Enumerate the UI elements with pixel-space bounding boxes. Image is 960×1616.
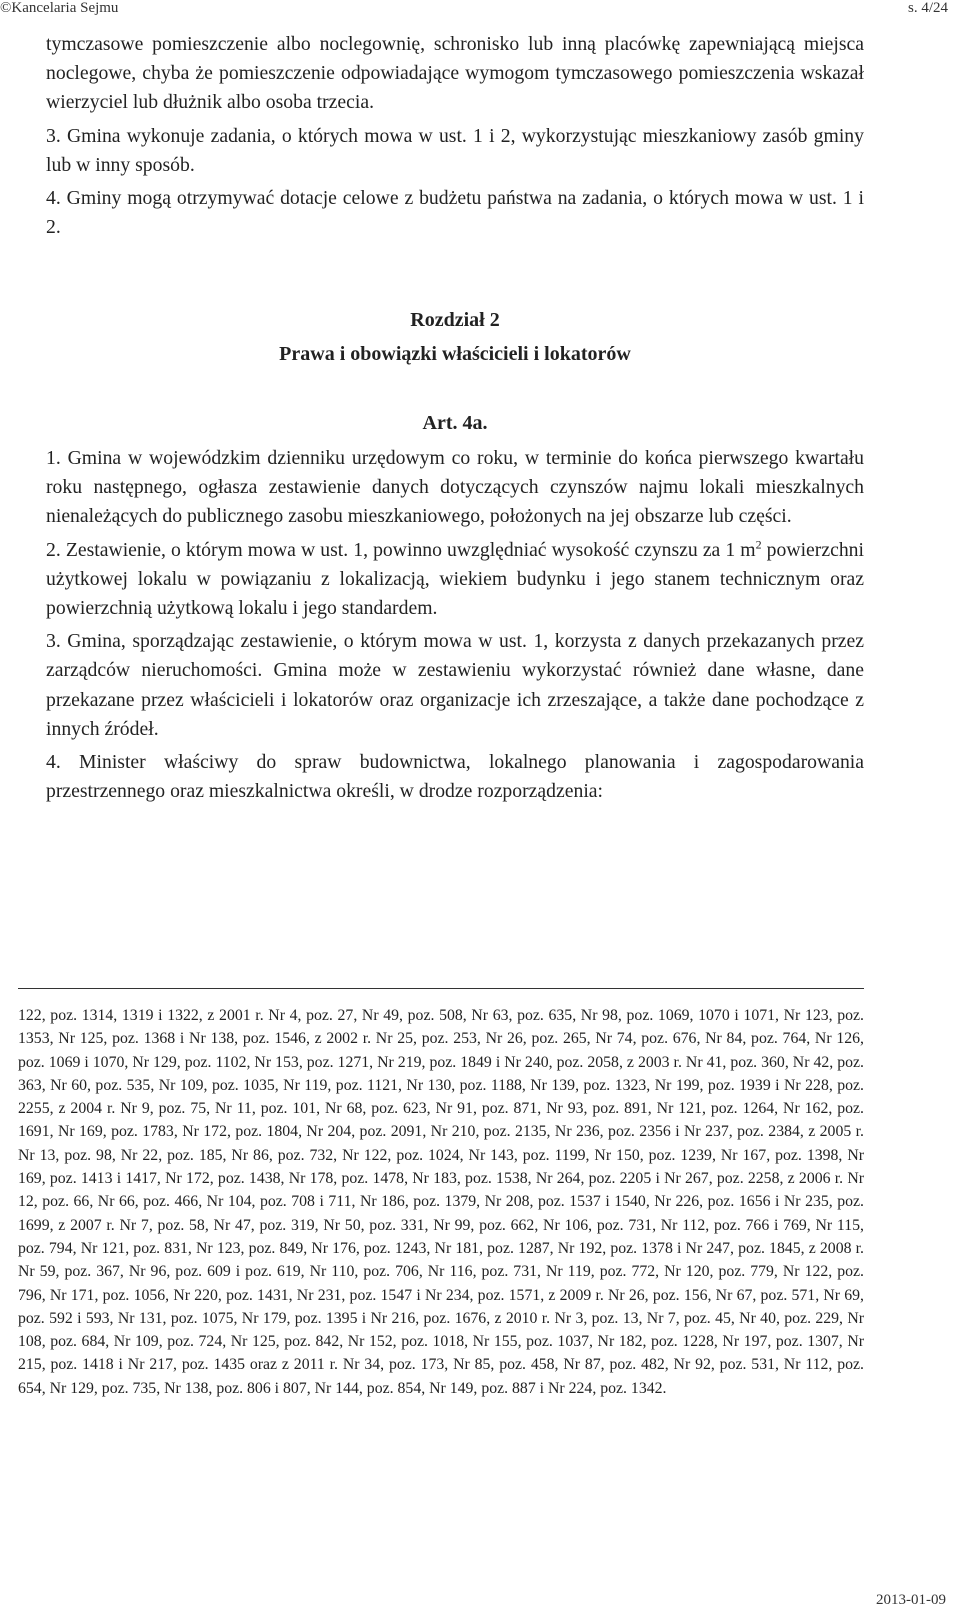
superscript-2: 2 — [755, 537, 762, 552]
footnote-divider — [18, 988, 864, 989]
article-paragraph-2-end: powierzchni użytkowej lokalu w powiązaniu z lokalizacją, wiekiem budynku i jego stanem technicznym oraz powierzchnią użytkową lokalu i jego standardem. — [46, 538, 864, 620]
paragraph-3: 3. Gmina wykonuje zadania, o których mowa w ust. 1 i 2, wykorzystując mieszkaniowy zasób gminy lub w inny sposób. — [46, 124, 864, 176]
paragraph-continuation: tymczasowe pomieszczenie albo noclegownię, schronisko lub inną placówkę zapewniającą miejsca noclegowe, chyba że pomieszczenie odpowiadające wymogom tymczasowego pomieszczenia wskazał wierzyciel lub dłużnik albo osoba trzecia. — [46, 33, 864, 114]
header-page-number: s. 4/24 — [907, 0, 948, 16]
article-body — [46, 444, 864, 806]
header-copyright: ©Kancelaria Sejmu — [0, 0, 119, 16]
article-paragraph-2 — [46, 536, 864, 624]
article-paragraph-4: 4. Minister właściwy do spraw budownictwa, lokalnego planowania i zagospodarowania przestrzennego oraz mieszkalnictwa określi, w drodze rozporządzenia: — [46, 751, 864, 803]
body-top — [46, 30, 864, 242]
article-paragraph-3: 3. Gmina, sporządzając zestawienie, o którym mowa w ust. 1, korzysta z danych przekazanych przez zarządców nieruchomości. Gmina może w zestawieniu wykorzystać również dane własne, dane przekazane przez właścicieli i lokatorów oraz organizacje ich zrzeszające, a także dane pochodzące z innych źródeł. — [46, 630, 864, 740]
chapter-number: Rozdział 2 — [410, 309, 500, 331]
footnote-text: 122, poz. 1314, 1319 i 1322, z 2001 r. Nr 4, poz. 27, Nr 49, poz. 508, Nr 63, poz. 635, Nr 98, poz. 1069, 1070 i 1071, Nr 123, poz. 1353, Nr 125, poz. 1368 i Nr 138, poz. 1546, z 2002 r. Nr 25, poz. 253, Nr 26, poz. 265, Nr 74, poz. 676, Nr 84, poz. 764, Nr 126, poz. 1069 i 1070, Nr 129, poz. 1102, Nr 153, poz. 1271, Nr 219, poz. 1849 i Nr 240, poz. 2058, z 2003 r. Nr 41, poz. 360, Nr 42, poz. 363, Nr 60, poz. 535, Nr 109, poz. 1035, Nr 119, poz. 1121, Nr 130, poz. 1188, Nr 139, poz. 1323, Nr 199, poz. 1939 i Nr 228, poz. 2255, z 2004 r. Nr 9, poz. 75, Nr 11, poz. 101, Nr 68, poz. 623, Nr 91, poz. 871, Nr 93, poz. 891, Nr 121, poz. 1264, Nr 162, poz. 1691, Nr 169, poz. 1783, Nr 172, poz. 1804, Nr 204, poz. 2091, Nr 210, poz. 2135, Nr 236, poz. 2356 i Nr 237, poz. 2384, z 2005 r. Nr 13, poz. 98, Nr 22, poz. 185, Nr 86, poz. 732, Nr 122, poz. 1024, Nr 143, poz. 1199, Nr 150, poz. 1239, Nr 167, poz. 1398, Nr 169, poz. 1413 i 1417, Nr 172, poz. 1438, Nr 178, poz. 1478, Nr 183, poz. 1538, Nr 264, poz. 2205 i Nr 267, poz. 2258, z 2006 r. Nr 12, poz. 66, Nr 66, poz. 466, Nr 104, poz. 708 i 711, Nr 186, poz. 1379, Nr 208, poz. 1537 i 1540, Nr 226, poz. 1656 i Nr 235, poz. 1699, z 2007 r. Nr 7, poz. 58, Nr 47, poz. 319, Nr 50, poz. 331, Nr 99, poz. 662, Nr 106, poz. 731, Nr 112, poz. 766 i 769, Nr 115, poz. 794, Nr 121, poz. 831, Nr 123, poz. 849, Nr 176, poz. 1243, Nr 181, poz. 1287, Nr 192, poz. 1378 i Nr 247, poz. 1845, z 2008 r. Nr 59, poz. 367, Nr 96, poz. 609 i poz. 619, Nr 110, poz. 706, Nr 116, poz. 731, Nr 119, poz. 772, Nr 120, poz. 779, Nr 122, poz. 796, Nr 171, poz. 1056, Nr 220, poz. 1431, Nr 231, poz. 1547 i Nr 234, poz. 1571, z 2009 r. Nr 26, poz. 156, Nr 67, poz. 571, Nr 69, poz. 592 i 593, Nr 131, poz. 1075, Nr 179, poz. 1395 i Nr 216, poz. 1676, z 2010 r. Nr 3, poz. 13, Nr 7, poz. 45, Nr 40, poz. 229, Nr 108, poz. 684, Nr 109, poz. 724, Nr 125, poz. 842, Nr 152, poz. 1018, Nr 155, poz. 1037, Nr 182, poz. 1228, Nr 197, poz. 1307, Nr 215, poz. 1418 i Nr 217, poz. 1435 oraz z 2011 r. Nr 34, poz. 173, Nr 85, poz. 458, Nr 87, poz. 482, Nr 92, poz. 531, Nr 112, poz. 654, Nr 129, poz. 735, Nr 138, poz. 806 i 807, Nr 144, poz. 854, Nr 149, poz. 887 i Nr 224, poz. 1342. — [18, 1007, 864, 1397]
paragraph-4: 4. Gminy mogą otrzymywać dotacje celowe z budżetu państwa na zadania, o których mowa w ust. 1 i 2. — [46, 187, 864, 239]
article-heading: Art. 4a. — [422, 412, 488, 434]
footer-date: 2013-01-09 — [876, 1592, 946, 1608]
chapter-title: Prawa i obowiązki właścicieli i lokatorów — [279, 343, 631, 365]
article-paragraph-1: 1. Gmina w wojewódzkim dzienniku urzędowym co roku, w terminie do końca pierwszego kwartału roku następnego, ogłasza zestawienie danych dotyczących czynszów najmu lokali mieszkalnych nienależących do publicznego zasobu mieszkaniowego, położonych na jej obszarze lub części. — [46, 447, 864, 528]
article-paragraph-2-start: 2. Zestawienie, o którym mowa w ust. 1, powinno uwzględniać wysokość czynszu za 1 m — [46, 538, 756, 561]
